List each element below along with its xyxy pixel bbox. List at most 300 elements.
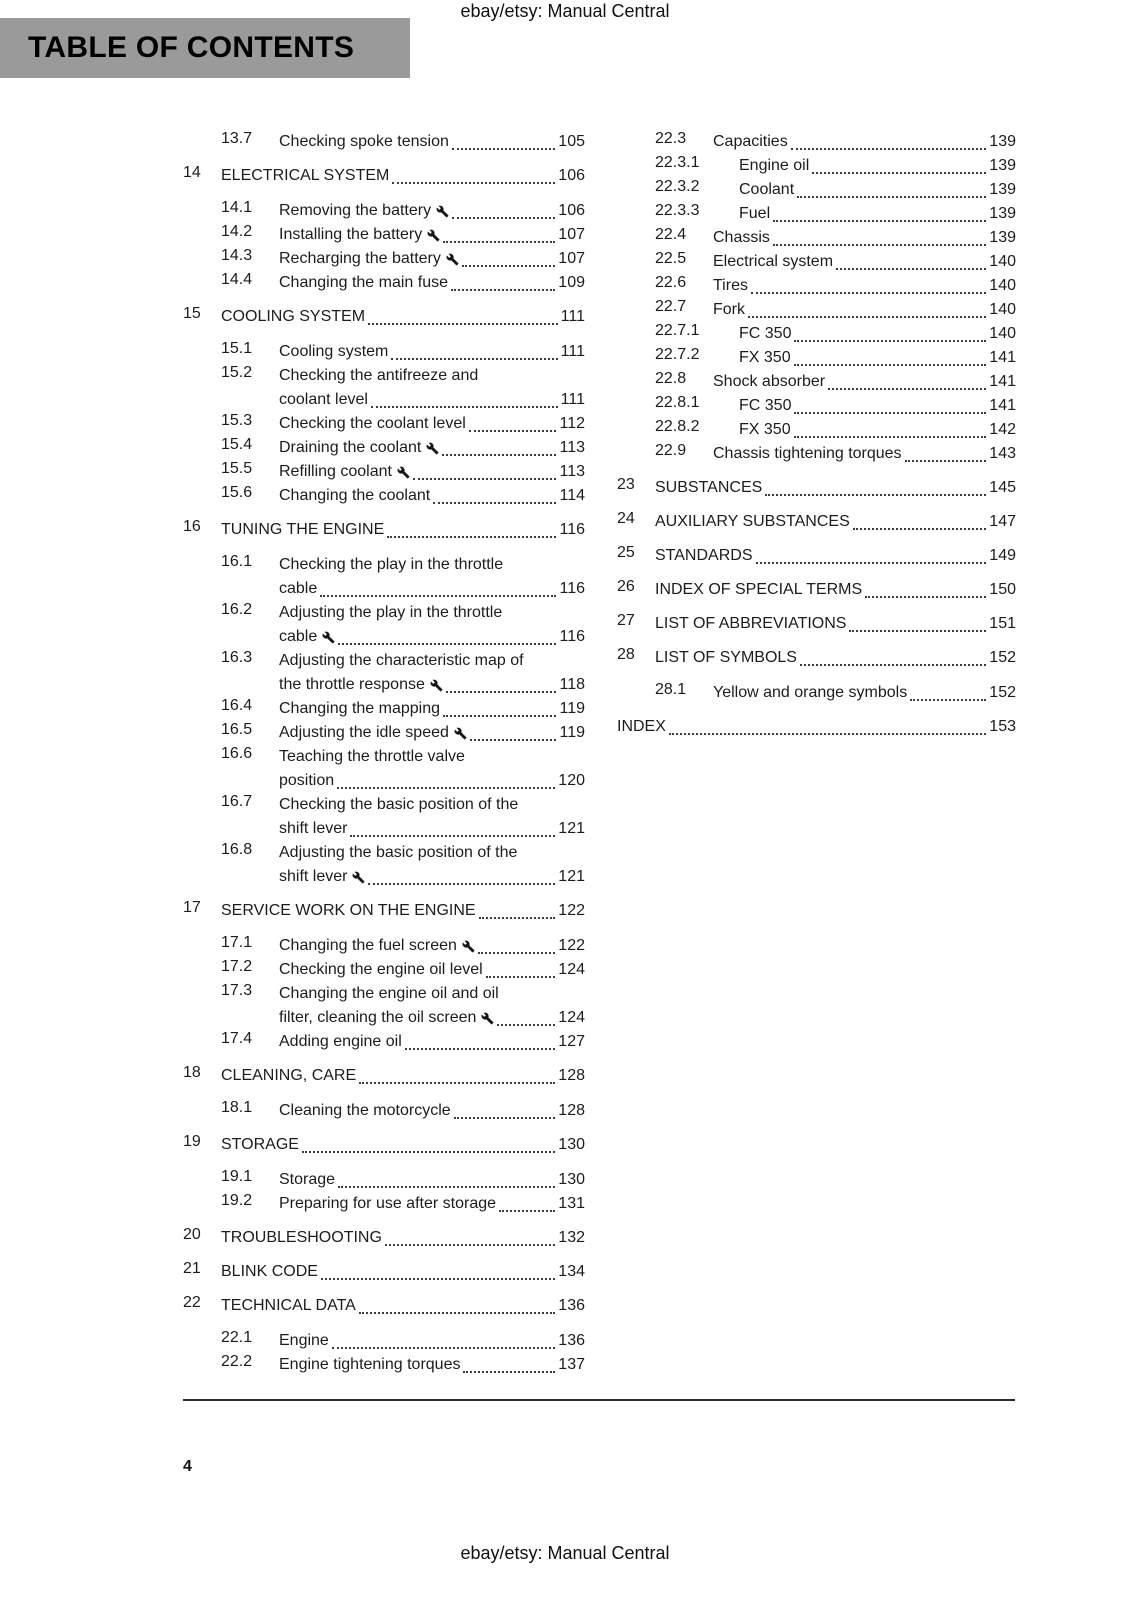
toc-entry-line: [279, 247, 585, 271]
toc-entry-body: [713, 274, 1016, 298]
toc-entry-number: 14.2: [221, 223, 253, 240]
toc-entry-title: Fork: [713, 301, 745, 318]
dotted-leader: [454, 1117, 556, 1119]
toc-entry-page: 124: [558, 1009, 585, 1026]
toc-entry-line: [713, 681, 1016, 705]
toc-entry-line: [655, 578, 1016, 602]
toc-entry-line: [221, 518, 585, 542]
toc-entry-number: 15.3: [221, 412, 253, 429]
toc-entry-row: [617, 274, 1016, 298]
toc-entry-body: [221, 1064, 585, 1088]
toc-entry-page: 140: [989, 301, 1016, 318]
toc-entry-page: 136: [558, 1297, 585, 1314]
toc-entry-body: [713, 226, 1016, 250]
toc-entry-page: 119: [559, 700, 585, 717]
dotted-leader: [794, 412, 986, 414]
toc-entry-title: Checking the basic position of the: [279, 796, 519, 813]
dotted-leader: [462, 265, 555, 267]
toc-entry-line: [279, 1168, 585, 1192]
toc-entry-body: [713, 681, 1016, 705]
toc-entry-line: [221, 1064, 585, 1088]
toc-entry-number: 22.3.2: [655, 178, 700, 195]
toc-entry-row: [617, 370, 1016, 394]
toc-entry-body: [713, 442, 1016, 466]
toc-chapter-row: [183, 1294, 585, 1318]
toc-entry-number: 17.1: [221, 934, 253, 951]
toc-entry-number: 17.2: [221, 958, 253, 975]
toc-chapter-row: [617, 646, 1016, 670]
toc-entry-line: [713, 226, 1016, 250]
toc-entry-title: shift lever: [279, 820, 348, 837]
toc-entry-page: 128: [558, 1102, 585, 1119]
toc-entry-row: [183, 697, 585, 721]
toc-entry-body: [279, 199, 585, 223]
toc-entry-number: 16.1: [221, 553, 253, 570]
toc-entry-title: Adjusting the play in the throttle: [279, 604, 503, 621]
dotted-leader: [451, 289, 555, 291]
toc-entry-number: 15.1: [221, 340, 253, 357]
toc-entry-line: [739, 346, 1016, 370]
toc-entry-body: [221, 305, 585, 329]
toc-entry-line: [279, 1329, 585, 1353]
toc-entry-line: [279, 130, 585, 154]
toc-chapter-row: [183, 164, 585, 188]
toc-entry-body: [221, 164, 585, 188]
toc-entry-number: 14.1: [221, 199, 253, 216]
toc-entry-title: INDEX OF SPECIAL TERMS: [655, 581, 863, 598]
wrench-icon: [322, 631, 335, 644]
toc-entry-line: [279, 721, 585, 745]
toc-entry-page: 143: [989, 445, 1016, 462]
toc-entry-row: [183, 721, 585, 745]
toc-entry-line: [713, 370, 1016, 394]
toc-entry-number: 16.3: [221, 649, 253, 666]
toc-entry-number: 20: [183, 1226, 201, 1243]
toc-entry-line: [279, 388, 585, 412]
toc-entry-body: [279, 697, 585, 721]
toc-entry-title: Capacities: [713, 133, 788, 150]
toc-entry-page: 116: [559, 628, 585, 645]
toc-entry-body: [739, 202, 1016, 226]
toc-entry-page: 139: [989, 157, 1016, 174]
dotted-leader: [797, 196, 986, 198]
toc-entry-number: 16.4: [221, 697, 253, 714]
toc-entry-line: [713, 274, 1016, 298]
wrench-icon: [426, 442, 439, 455]
toc-entry-title: Adjusting the basic position of the: [279, 844, 518, 861]
wrench-icon: [462, 940, 475, 953]
toc-entry-body: [739, 418, 1016, 442]
toc-entry-line: [739, 394, 1016, 418]
toc-entry-line: [279, 553, 585, 577]
toc-entry-title: TROUBLESHOOTING: [221, 1229, 382, 1246]
dotted-leader: [794, 436, 987, 438]
toc-entry-number: 22.4: [655, 226, 687, 243]
toc-entry-line: [279, 649, 585, 673]
toc-entry-page: 105: [558, 133, 585, 150]
toc-entry-number: 15.5: [221, 460, 253, 477]
toc-chapter-row: [183, 1064, 585, 1088]
toc-entry-page: 106: [558, 202, 585, 219]
toc-chapter-row: [617, 544, 1016, 568]
toc-entry-title: LIST OF ABBREVIATIONS: [655, 615, 847, 632]
toc-entry-number: 22.8.1: [655, 394, 700, 411]
toc-entry-page: 106: [558, 167, 585, 184]
toc-entry-title: Tires: [713, 277, 748, 294]
toc-entry-page: 111: [560, 391, 585, 408]
toc-entry-body: [279, 1353, 585, 1377]
dotted-leader: [478, 952, 555, 954]
toc-entry-page: 118: [559, 676, 585, 693]
toc-entry-line: [279, 1030, 585, 1054]
toc-entry-body: [279, 982, 585, 1030]
toc-entry-line: [279, 934, 585, 958]
toc-chapter-row: [617, 715, 1016, 739]
dotted-leader: [405, 1048, 556, 1050]
toc-entry-page: 149: [989, 547, 1016, 564]
toc-entry-title: STANDARDS: [655, 547, 753, 564]
toc-entry-row: [183, 1099, 585, 1123]
toc-entry-page: 130: [558, 1136, 585, 1153]
toc-entry-body: [739, 346, 1016, 370]
toc-entry-body: [279, 484, 585, 508]
toc-entry-number: 22.8.2: [655, 418, 700, 435]
toc-entry-number: 22.6: [655, 274, 687, 291]
toc-entry-body: [279, 247, 585, 271]
dotted-leader: [452, 217, 555, 219]
dotted-leader: [371, 406, 558, 408]
toc-entry-row: [183, 934, 585, 958]
toc-entry-page: 139: [989, 229, 1016, 246]
toc-entry-body: [279, 721, 585, 745]
toc-entry-page: 121: [558, 820, 585, 837]
toc-entry-row: [617, 322, 1016, 346]
toc-entry-line: [221, 1133, 585, 1157]
dotted-leader: [321, 1278, 555, 1280]
toc-entry-body: [279, 745, 585, 793]
toc-entry-line: [279, 223, 585, 247]
toc-entry-page: 111: [560, 308, 585, 325]
toc-entry-line: [713, 298, 1016, 322]
toc-chapter-row: [183, 1133, 585, 1157]
toc-entry-number: 19.2: [221, 1192, 253, 1209]
dotted-leader: [794, 364, 987, 366]
toc-entry-line: [279, 412, 585, 436]
toc-entry-body: [279, 340, 585, 364]
toc-entry-line: [655, 544, 1016, 568]
toc-entry-title: SERVICE WORK ON THE ENGINE: [221, 902, 476, 919]
toc-entry-title: Fuel: [739, 205, 771, 222]
toc-entry-body: [279, 412, 585, 436]
toc-entry-title: Removing the battery: [279, 202, 432, 219]
toc-entry-page: 139: [989, 133, 1016, 150]
toc-entry-number: 16.5: [221, 721, 253, 738]
toc-entry-title: Yellow and orange symbols: [713, 684, 908, 701]
dotted-leader: [332, 1347, 555, 1349]
toc-entry-line: [279, 769, 585, 793]
dotted-leader: [853, 528, 987, 530]
dotted-leader: [828, 388, 986, 390]
watermark-top: ebay/etsy: Manual Central: [460, 1, 670, 21]
toc-entry-body: [739, 154, 1016, 178]
toc-entry-page: 132: [558, 1229, 585, 1246]
toc-entry-page: 140: [989, 277, 1016, 294]
toc-entry-line: [617, 715, 1016, 739]
toc-entry-body: [279, 1329, 585, 1353]
toc-entry-title: Shock absorber: [713, 373, 826, 390]
toc-entry-line: [279, 673, 585, 697]
toc-entry-page: 139: [989, 181, 1016, 198]
toc-entry-line: [279, 601, 585, 625]
toc-entry-row: [617, 202, 1016, 226]
dotted-leader: [302, 1151, 555, 1153]
toc-entry-row: [183, 412, 585, 436]
toc-entry-line: [655, 646, 1016, 670]
toc-entry-title: COOLING SYSTEM: [221, 308, 366, 325]
toc-entry-body: [221, 1133, 585, 1157]
toc-column-left: [183, 130, 585, 1377]
toc-entry-number: 18: [183, 1064, 201, 1081]
toc-entry-row: [183, 364, 585, 412]
toc-entry-row: [183, 841, 585, 889]
toc-entry-line: [221, 305, 585, 329]
toc-entry-title: Chassis: [713, 229, 770, 246]
toc-entry-row: [183, 1192, 585, 1216]
toc-entry-line: [713, 250, 1016, 274]
toc-entry-row: [183, 460, 585, 484]
dotted-leader: [368, 323, 558, 325]
dotted-leader: [320, 595, 556, 597]
toc-entry-page: 120: [558, 772, 585, 789]
toc-entry-line: [279, 1099, 585, 1123]
toc-entry-page: 122: [558, 902, 585, 919]
toc-entry-line: [279, 865, 585, 889]
toc-entry-page: 127: [558, 1033, 585, 1050]
toc-entry-body: [279, 958, 585, 982]
toc-entry-body: [655, 476, 1016, 500]
toc-entry-number: 25: [617, 544, 635, 561]
dotted-leader: [836, 268, 986, 270]
dotted-leader: [794, 340, 986, 342]
toc-entry-line: [279, 745, 585, 769]
toc-entry-page: 145: [989, 479, 1016, 496]
dotted-leader: [443, 715, 556, 717]
toc-entry-line: [279, 697, 585, 721]
wrench-icon: [397, 466, 410, 479]
toc-entry-page: 107: [558, 226, 585, 243]
watermark-bottom: ebay/etsy: Manual Central: [460, 1543, 670, 1563]
toc-entry-number: 17: [183, 899, 201, 916]
toc-entry-title: CLEANING, CARE: [221, 1067, 357, 1084]
toc-entry-line: [279, 460, 585, 484]
toc-entry-title: FX 350: [739, 349, 791, 366]
toc-entry-number: 22.7: [655, 298, 687, 315]
toc-entry-body: [739, 322, 1016, 346]
page-header: [0, 18, 410, 78]
dotted-leader: [486, 976, 556, 978]
toc-entry-row: [183, 1030, 585, 1054]
toc-entry-line: [279, 436, 585, 460]
toc-entry-title: Changing the engine oil and oil: [279, 985, 499, 1002]
toc-entry-page: 141: [989, 349, 1016, 366]
toc-entry-title: Checking the antifreeze and: [279, 367, 479, 384]
toc-entry-row: [617, 681, 1016, 705]
toc-entry-line: [279, 1353, 585, 1377]
toc-entry-title: cable: [279, 580, 318, 597]
toc-entry-page: 113: [559, 463, 585, 480]
toc-entry-row: [183, 271, 585, 295]
toc-entry-title: Recharging the battery: [279, 250, 441, 267]
dotted-leader: [433, 502, 556, 504]
toc-entry-body: [279, 649, 585, 697]
toc-entry-line: [221, 1260, 585, 1284]
toc-entry-body: [655, 578, 1016, 602]
toc-entry-line: [279, 340, 585, 364]
toc-entry-line: [739, 418, 1016, 442]
page-number: 4: [183, 1458, 192, 1475]
toc-entry-page: 140: [989, 253, 1016, 270]
toc-entry-number: 22.1: [221, 1329, 253, 1346]
toc-entry-title: ELECTRICAL SYSTEM: [221, 167, 390, 184]
toc-entry-page: 140: [989, 325, 1016, 342]
dotted-leader: [413, 478, 557, 480]
toc-entry-row: [617, 178, 1016, 202]
toc-entry-body: [713, 370, 1016, 394]
toc-entry-line: [279, 793, 585, 817]
toc-entry-number: 28: [617, 646, 635, 663]
toc-entry-body: [279, 364, 585, 412]
toc-entry-body: [279, 130, 585, 154]
dotted-leader: [748, 316, 986, 318]
toc-entry-line: [279, 1192, 585, 1216]
toc-entry-title: Installing the battery: [279, 226, 423, 243]
toc-entry-row: [617, 154, 1016, 178]
toc-entry-row: [183, 745, 585, 793]
dotted-leader: [337, 787, 555, 789]
toc-chapter-row: [183, 305, 585, 329]
toc-column-right: [617, 130, 1016, 1377]
toc-entry-title: Checking the coolant level: [279, 415, 466, 432]
toc-entry-title: coolant level: [279, 391, 368, 408]
toc-entry-title: TUNING THE ENGINE: [221, 521, 385, 538]
toc-entry-row: [183, 1353, 585, 1377]
toc-entry-title: Changing the main fuse: [279, 274, 448, 291]
wrench-icon: [446, 253, 459, 266]
toc-entry-line: [221, 164, 585, 188]
toc-entry-line: [279, 1006, 585, 1030]
toc-entry-body: [713, 298, 1016, 322]
toc-entry-title: Teaching the throttle valve: [279, 748, 465, 765]
toc-entry-page: 141: [989, 397, 1016, 414]
toc-entry-title: Checking the engine oil level: [279, 961, 483, 978]
dotted-leader: [368, 883, 555, 885]
dotted-leader: [812, 172, 986, 174]
toc-entry-title: LIST OF SYMBOLS: [655, 649, 797, 666]
toc-entry-number: 22.3: [655, 130, 687, 147]
dotted-leader: [452, 148, 555, 150]
toc-entry-row: [617, 394, 1016, 418]
toc-entry-line: [279, 364, 585, 388]
toc-entry-body: [279, 793, 585, 841]
toc-entry-page: 116: [559, 580, 585, 597]
toc-entry-title: STORAGE: [221, 1136, 299, 1153]
toc-entry-row: [183, 130, 585, 154]
dotted-leader: [849, 630, 986, 632]
toc-entry-body: [655, 612, 1016, 636]
dotted-leader: [385, 1244, 555, 1246]
toc-entry-body: [279, 841, 585, 889]
toc-entry-page: 139: [989, 205, 1016, 222]
toc-entry-number: 22.9: [655, 442, 687, 459]
toc-entry-row: [617, 250, 1016, 274]
dotted-leader: [338, 643, 556, 645]
toc-entry-body: [279, 1168, 585, 1192]
toc-entry-line: [655, 612, 1016, 636]
toc-entry-body: [655, 544, 1016, 568]
toc-columns: [183, 130, 1016, 1377]
toc-entry-number: 22.3.1: [655, 154, 700, 171]
toc-chapter-row: [183, 1260, 585, 1284]
toc-entry-row: [183, 553, 585, 601]
toc-entry-title: Engine tightening torques: [279, 1356, 461, 1373]
toc-entry-title: Changing the coolant: [279, 487, 431, 504]
toc-entry-body: [713, 250, 1016, 274]
toc-entry-row: [183, 601, 585, 649]
toc-entry-body: [221, 899, 585, 923]
toc-entry-line: [279, 817, 585, 841]
toc-entry-title: Adjusting the characteristic map of: [279, 652, 524, 669]
toc-entry-row: [617, 442, 1016, 466]
toc-entry-row: [183, 1168, 585, 1192]
toc-entry-number: 15.2: [221, 364, 253, 381]
toc-entry-line: [221, 1226, 585, 1250]
dotted-leader: [463, 1371, 555, 1373]
toc-entry-title: FX 350: [739, 421, 791, 438]
toc-entry-title: Checking the play in the throttle: [279, 556, 504, 573]
toc-entry-title: Coolant: [739, 181, 795, 198]
toc-entry-page: 130: [558, 1171, 585, 1188]
toc-entry-number: 22.8: [655, 370, 687, 387]
toc-entry-line: [739, 178, 1016, 202]
toc-entry-number: 15: [183, 305, 201, 322]
toc-entry-body: [713, 130, 1016, 154]
toc-entry-row: [617, 298, 1016, 322]
toc-entry-number: 18.1: [221, 1099, 253, 1116]
dotted-leader: [392, 182, 555, 184]
dotted-leader: [350, 835, 555, 837]
toc-entry-page: 116: [559, 521, 585, 538]
toc-entry-row: [617, 418, 1016, 442]
toc-entry-number: 27: [617, 612, 635, 629]
toc-entry-title: position: [279, 772, 335, 789]
toc-entry-number: 13.7: [221, 130, 253, 147]
wrench-icon: [454, 727, 467, 740]
toc-entry-number: 22.7.2: [655, 346, 700, 363]
toc-entry-title: AUXILIARY SUBSTANCES: [655, 513, 850, 530]
toc-entry-page: 112: [559, 415, 585, 432]
toc-entry-title: FC 350: [739, 397, 792, 414]
toc-entry-row: [617, 346, 1016, 370]
toc-entry-page: 152: [989, 684, 1016, 701]
toc-entry-body: [279, 601, 585, 649]
dotted-leader: [497, 1024, 555, 1026]
toc-entry-row: [183, 223, 585, 247]
dotted-leader: [442, 454, 556, 456]
toc-entry-number: 16.6: [221, 745, 253, 762]
dotted-leader: [669, 733, 986, 735]
toc-entry-page: 137: [558, 1356, 585, 1373]
toc-chapter-row: [617, 612, 1016, 636]
